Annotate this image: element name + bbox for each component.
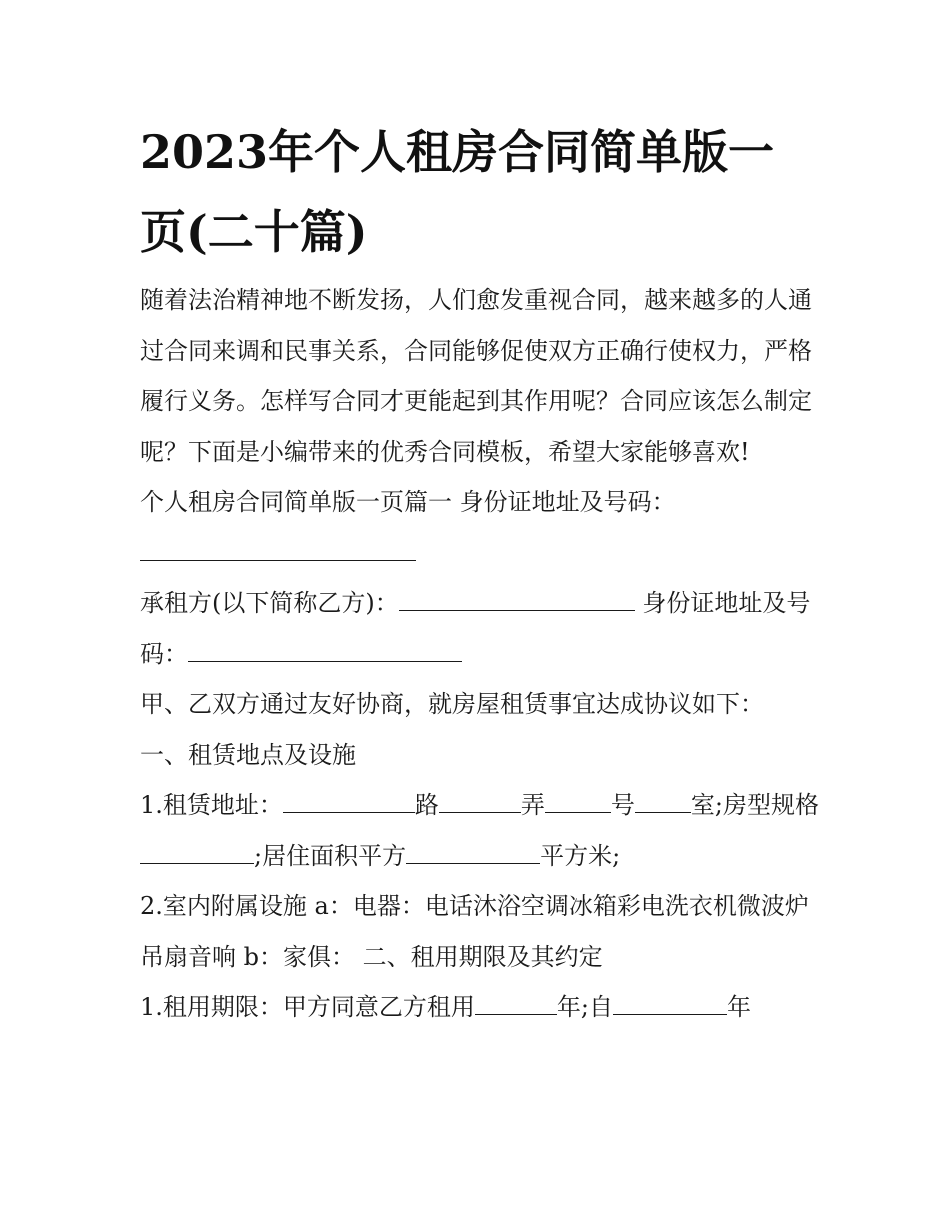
road-text: 路 (414, 791, 439, 819)
lessee-label: 承租方(以下简称乙方)： (140, 589, 399, 617)
facilities-paragraph: 2.室内附属设施 a：电器：电话沐浴空调冰箱彩电洗衣机微波炉吊扇音响 b：家俱： 二、租用期限及其约定 (140, 892, 809, 971)
term-line (140, 982, 820, 1033)
lane-blank (439, 790, 521, 813)
road-blank (283, 790, 415, 813)
document-title: 2023年个人租房合同简单版一页(二十篇) (140, 125, 775, 259)
term-label: 1.租用期限：甲方同意乙方租用 (140, 993, 475, 1021)
address-label: 1.租赁地址： (140, 791, 283, 819)
term-year-end: 年 (727, 993, 751, 1021)
room-blank (635, 790, 691, 813)
document-body (140, 275, 820, 1033)
agreement-line: 甲、乙双方通过友好协商，就房屋租赁事宜达成协议如下： (140, 690, 764, 718)
intro-paragraph: 随着法治精神地不断发扬，人们愈发重视合同，越来越多的人通过合同来调和民事关系，合同能够促使双方正确行使权力，严格履行义务。怎样写合同才更能起到其作用呢？合同应该怎么制定呢？下面是小编带来的优秀合同模板，希望大家能够喜欢! (140, 286, 812, 466)
term-years-blank (475, 992, 557, 1015)
lane-text: 弄 (520, 791, 545, 819)
area-label: ;居住面积平方 (254, 841, 407, 870)
lessee-id-label: 身份证地址及号码： (140, 589, 811, 668)
number-blank (545, 790, 611, 813)
lessor-id-label: 个人租房合同简单版一页篇一 身份证地址及号码： (140, 488, 676, 516)
room-type-blank (140, 841, 254, 864)
address-paragraph (140, 780, 820, 881)
lessee-line (140, 578, 820, 679)
section-1-heading: 一、租赁地点及设施 (140, 740, 356, 769)
lessor-id-blank-line (140, 528, 820, 579)
area-blank (406, 841, 540, 864)
term-start-blank (613, 992, 727, 1015)
lessor-id-blank (140, 538, 416, 561)
lessee-id-blank (188, 639, 462, 662)
lessor-id-line (140, 477, 820, 528)
lessee-name-blank (399, 588, 635, 611)
term-year-unit: 年;自 (556, 993, 613, 1021)
room-text: 室;房型规格 (690, 791, 819, 819)
area-unit: 平方米; (540, 841, 621, 870)
number-text: 号 (610, 791, 635, 819)
